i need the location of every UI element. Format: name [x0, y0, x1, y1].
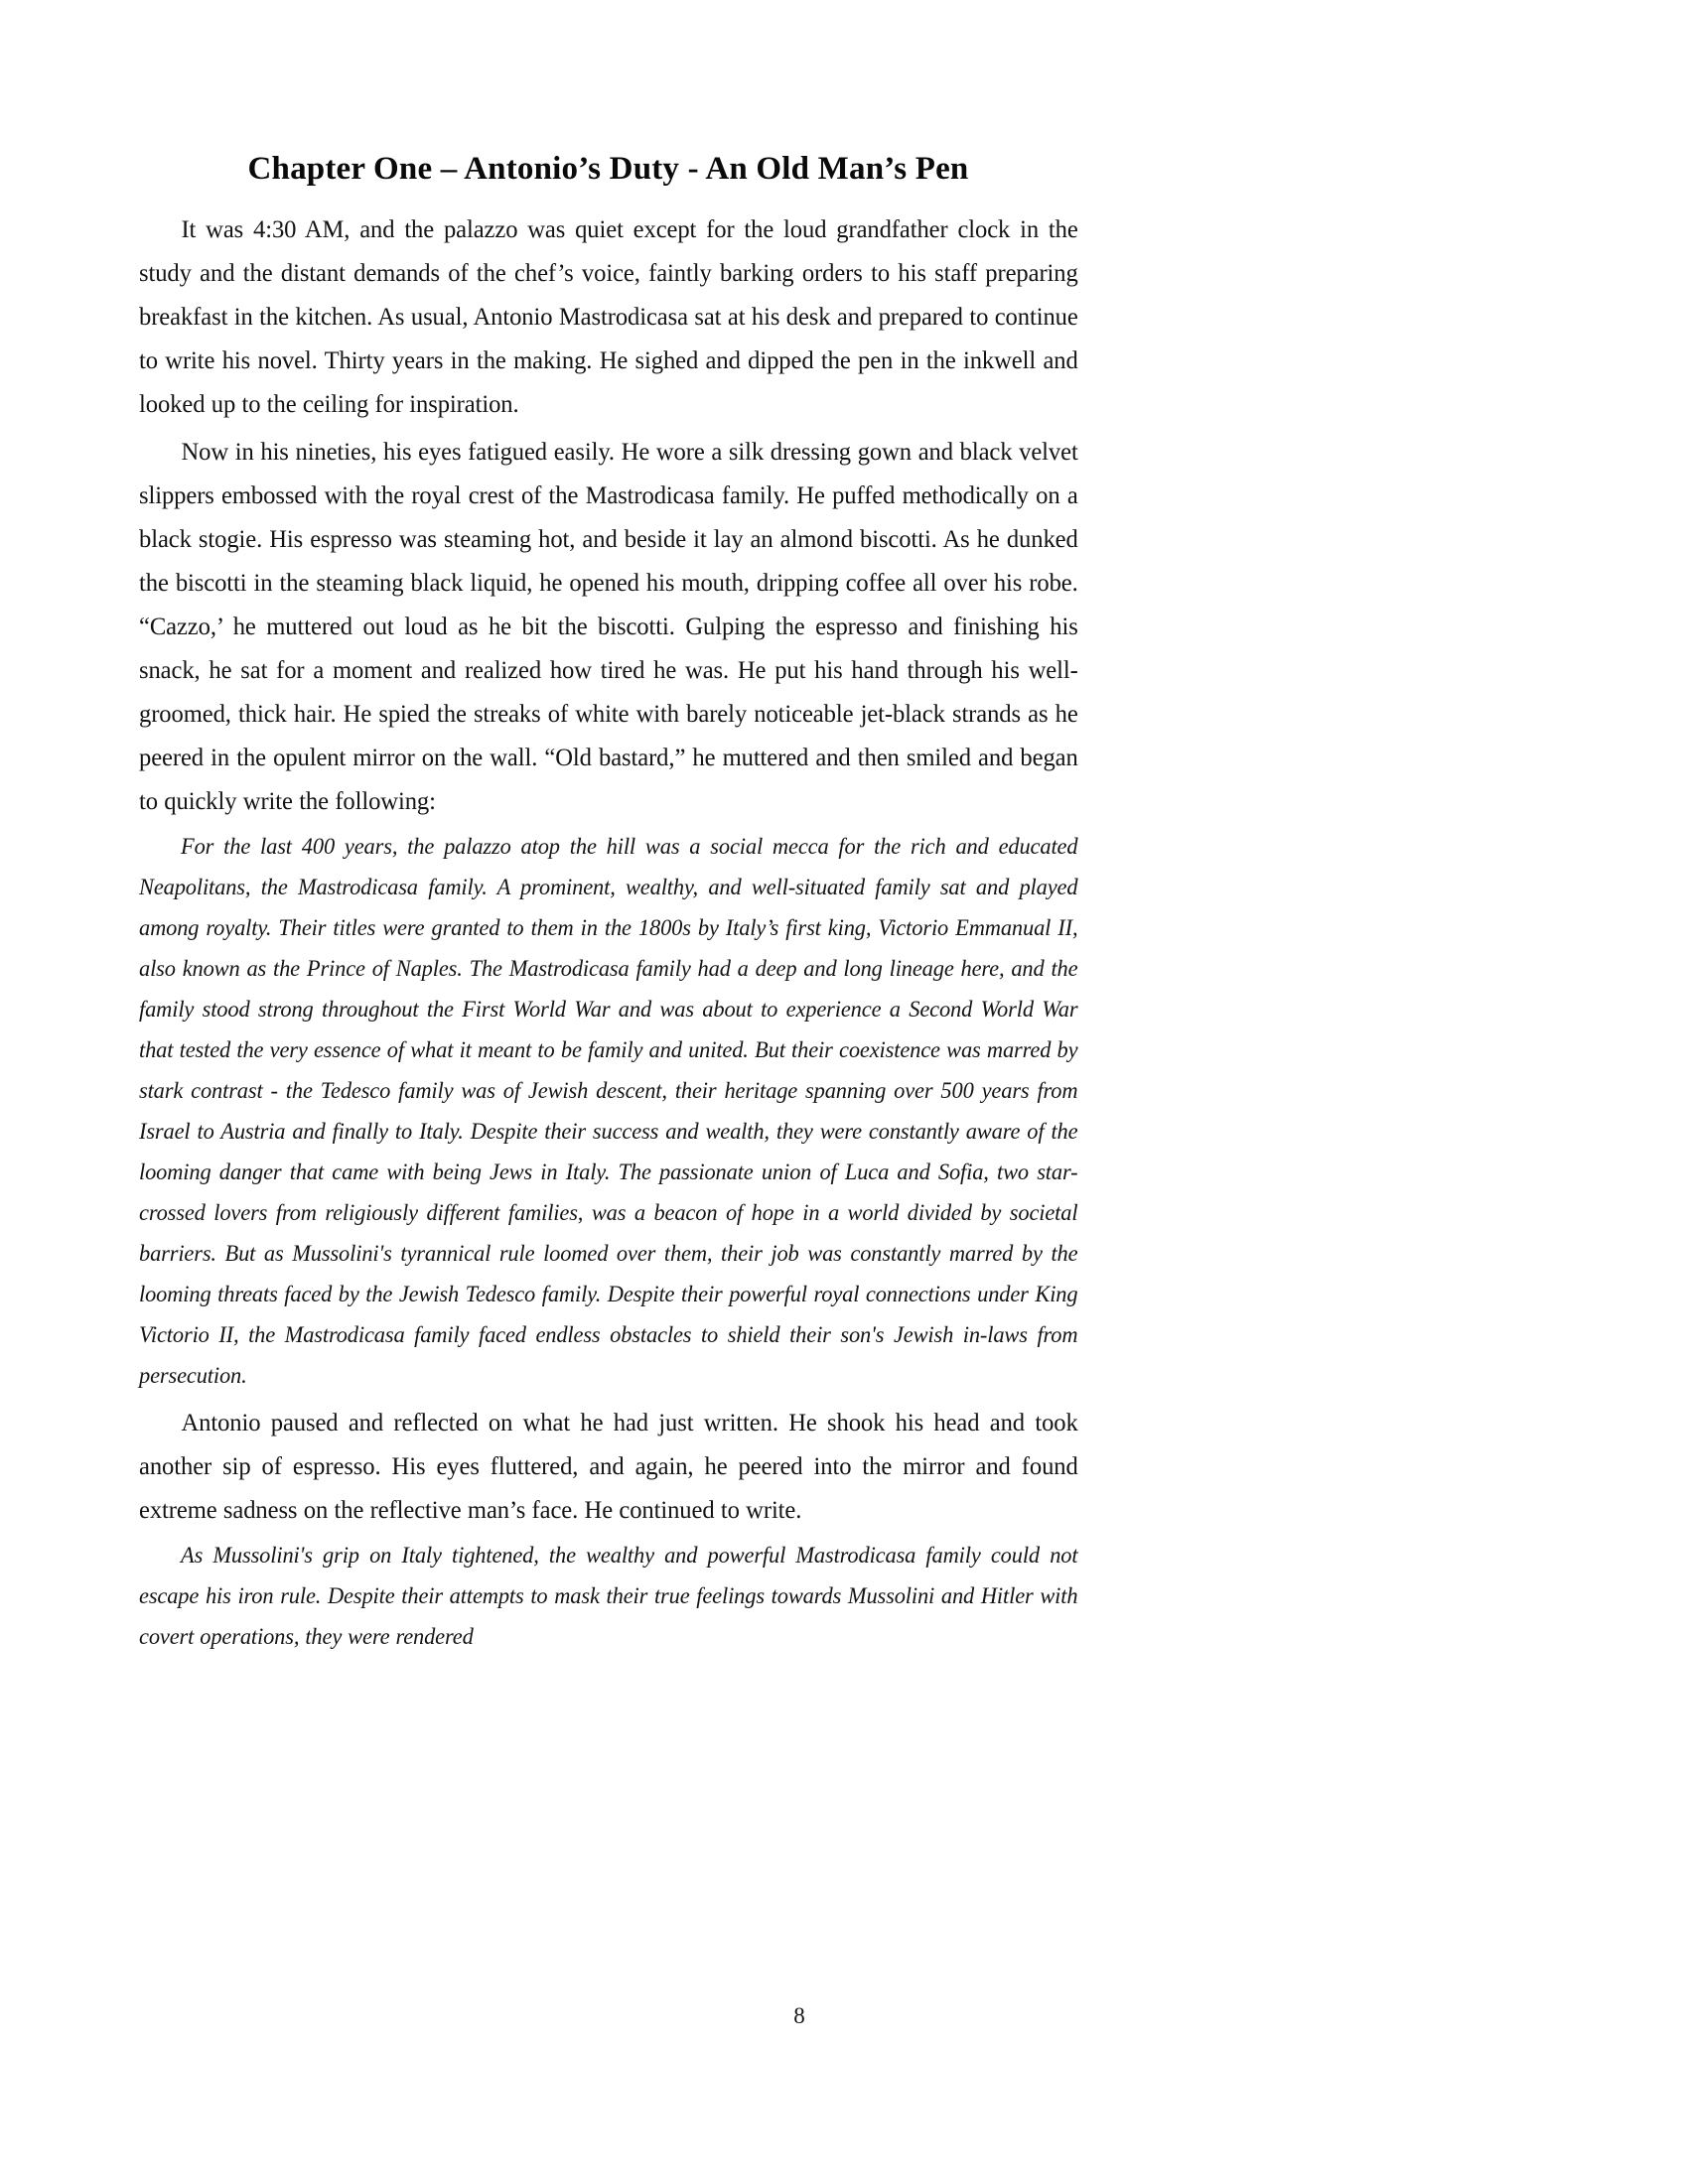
chapter-title: Chapter One – Antonio’s Duty - An Old Man’s Pen: [247, 151, 969, 187]
manuscript-excerpt-second: As Mussolini's grip on Italy tightened, the wealthy and powerful Mastrodicasa family could not escape his iron rule. Despite their attempts to mask their true feelings towards Mussolini and Hitler with covert operations, they were rendered: [139, 1543, 1078, 1651]
page-number: [0, 2003, 1688, 2029]
paragraph-antonio-morning: Now in his nineties, his eyes fatigued easily. He wore a silk dressing gown and black velvet slippers embossed with the royal crest of the Mastrodicasa family. He puffed methodically on a black stogie. His espresso was steaming hot, and beside it lay an almond biscotti. As he dunked the biscotti in the steaming black liquid, he opened his mouth, dripping coffee all over his robe. “Cazzo,’ he muttered out loud as he bit the biscotti. Gulping the espresso and finishing his snack, he sat for a moment and realized how tired he was. He put his hand through his well-groomed, thick hair. He spied the streaks of white with barely noticeable jet-black strands as he peered in the opulent mirror on the wall. “Old bastard,” he muttered and then smiled and began to quickly write the following:: [139, 437, 1078, 816]
paragraph-antonio-reflects: Antonio paused and reflected on what he had just written. He shook his head and took another sip of espresso. His eyes fluttered, and again, he peered into the mirror and found extreme sadness on the reflective man’s face. He continued to write.: [139, 1408, 1078, 1525]
text-column: [139, 149, 1077, 1658]
paragraph-opening: It was 4:30 AM, and the palazzo was quiet except for the loud grandfather clock in the study and the distant demands of the chef’s voice, faintly barking orders to his staff preparing breakfast in the kitchen. As usual, Antonio Mastrodicasa sat at his desk and prepared to continue to write his novel. Thirty years in the making. He sighed and dipped the pen in the inkwell and looked up to the ceiling for inspiration.: [139, 214, 1078, 419]
page-number-value: 8: [793, 2003, 805, 2028]
manuscript-excerpt-first: For the last 400 years, the palazzo atop the hill was a social mecca for the rich and educated Neapolitans, the Mastrodicasa family. A prominent, wealthy, and well-situated family sat and played among royalty. Their titles were granted to them in the 1800s by Italy’s first king, Victorio Emmanual II, also known as the Prince of Naples. The Mastrodicasa family had a deep and long lineage here, and the family stood strong throughout the First World War and was about to experience a Second World War that tested the very essence of what it meant to be family and united. But their coexistence was marred by stark contrast - the Tedesco family was of Jewish descent, their heritage spanning over 500 years from Israel to Austria and finally to Italy. Despite their success and wealth, they were constantly aware of the looming danger that came with being Jews in Italy. The passionate union of Luca and Sofia, two star-crossed lovers from religiously different families, was a beacon of hope in a world divided by societal barriers. But as Mussolini's tyrannical rule loomed over them, their job was constantly marred by the looming threats faced by the Jewish Tedesco family. Despite their powerful royal connections under King Victorio II, the Mastrodicasa family faced endless obstacles to shield their son's Jewish in-laws from persecution.: [139, 834, 1078, 1390]
